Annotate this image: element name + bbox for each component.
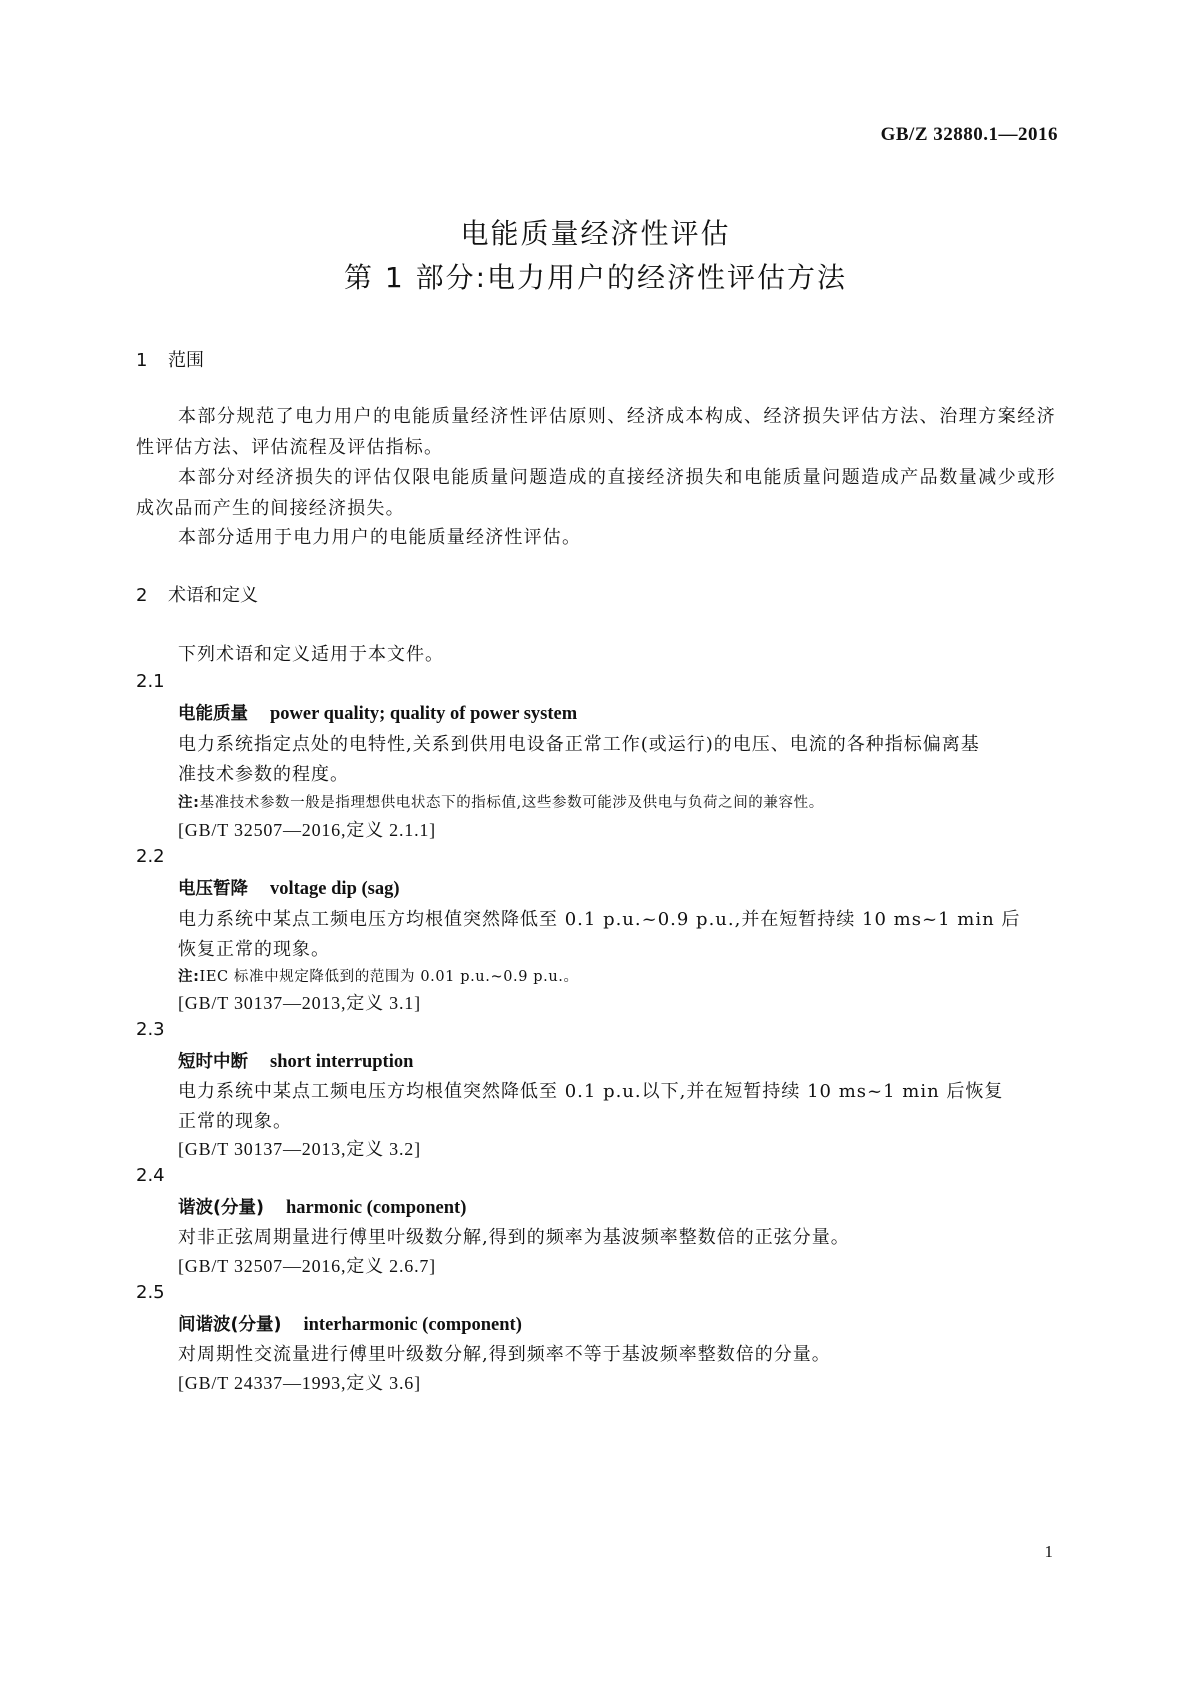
section-2-heading xyxy=(136,581,258,607)
term-number: 2.2 xyxy=(136,846,165,867)
term-number: 2.5 xyxy=(136,1282,165,1303)
term-heading xyxy=(178,875,400,900)
section-1-paragraph-1: 本部分规范了电力用户的电能质量经济性评估原则、经济成本构成、经济损失评估方法、治理方案经济性评估方法、评估流程及评估指标。 xyxy=(136,406,1056,458)
term-source: [GB/T 30137—2013,定义 3.1] xyxy=(178,993,421,1013)
term-number: 2.4 xyxy=(136,1165,165,1186)
term-source: [GB/T 32507—2016,定义 2.6.7] xyxy=(178,1256,436,1276)
section-1-paragraph-2: 本部分对经济损失的评估仅限电能质量问题造成的直接经济损失和电能质量问题造成产品数量减少或形成次品而产生的间接经济损失。 xyxy=(136,467,1056,519)
term-definition-line: 正常的现象。 xyxy=(178,1111,292,1132)
term-en: interharmonic (component) xyxy=(303,1315,522,1335)
term-heading xyxy=(178,1194,466,1219)
term-note xyxy=(178,791,824,812)
section-title: 范围 xyxy=(168,350,204,371)
title-line-2: 第 1 部分:电力用户的经济性评估方法 xyxy=(343,261,848,294)
term-definition-line: 恢复正常的现象。 xyxy=(178,939,330,960)
term-en: short interruption xyxy=(270,1052,414,1072)
note-text: IEC 标准中规定降低到的范围为 0.01 p.u.~0.9 p.u.。 xyxy=(199,969,579,985)
term-source: [GB/T 32507—2016,定义 2.1.1] xyxy=(178,820,436,840)
term-heading xyxy=(178,1048,413,1073)
term-zh: 电能质量 xyxy=(178,704,248,724)
title-line-1: 电能质量经济性评估 xyxy=(460,217,731,250)
section-1-heading xyxy=(136,346,204,372)
term-definition-line: 对周期性交流量进行傅里叶级数分解,得到频率不等于基波频率整数倍的分量。 xyxy=(178,1344,831,1365)
section-number: 1 xyxy=(136,350,148,371)
term-zh: 间谐波(分量) xyxy=(178,1315,282,1335)
term-definition-line: 对非正弦周期量进行傅里叶级数分解,得到的频率为基波频率整数倍的正弦分量。 xyxy=(178,1227,850,1248)
section-1-paragraph-3: 本部分适用于电力用户的电能质量经济性评估。 xyxy=(178,527,582,548)
note-text: 基准技术参数一般是指理想供电状态下的指标值,这些参数可能涉及供电与负荷之间的兼容性。 xyxy=(199,795,824,811)
term-number: 2.3 xyxy=(136,1019,165,1040)
note-label: 注: xyxy=(178,795,200,811)
term-en: voltage dip (sag) xyxy=(270,879,400,899)
term-definition-line: 电力系统指定点处的电特性,关系到供用电设备正常工作(或运行)的电压、电流的各种指标偏离基 xyxy=(178,734,980,755)
page-number: 1 xyxy=(1044,1542,1053,1561)
term-source: [GB/T 24337—1993,定义 3.6] xyxy=(178,1373,421,1393)
term-definition-line: 电力系统中某点工频电压方均根值突然降低至 0.1 p.u.~0.9 p.u.,并在短暂持续 10 ms~1 min 后 xyxy=(178,909,1021,930)
term-source: [GB/T 30137—2013,定义 3.2] xyxy=(178,1139,421,1159)
term-definition-line: 电力系统中某点工频电压方均根值突然降低至 0.1 p.u.以下,并在短暂持续 10 ms~1 min 后恢复 xyxy=(178,1081,1004,1102)
term-heading xyxy=(178,1311,522,1336)
term-zh: 电压暂降 xyxy=(178,879,248,899)
document-number: GB/Z 32880.1—2016 xyxy=(880,124,1058,145)
section-2-intro: 下列术语和定义适用于本文件。 xyxy=(178,644,444,665)
term-en: power quality; quality of power system xyxy=(270,704,578,724)
term-zh: 短时中断 xyxy=(178,1052,248,1072)
note-label: 注: xyxy=(178,969,200,985)
term-note xyxy=(178,965,579,986)
term-definition-line: 准技术参数的程度。 xyxy=(178,764,349,785)
section-number: 2 xyxy=(136,585,148,606)
term-number: 2.1 xyxy=(136,671,165,692)
term-en: harmonic (component) xyxy=(286,1198,467,1218)
section-title: 术语和定义 xyxy=(168,585,258,606)
term-heading xyxy=(178,700,577,725)
term-zh: 谐波(分量) xyxy=(178,1198,264,1218)
